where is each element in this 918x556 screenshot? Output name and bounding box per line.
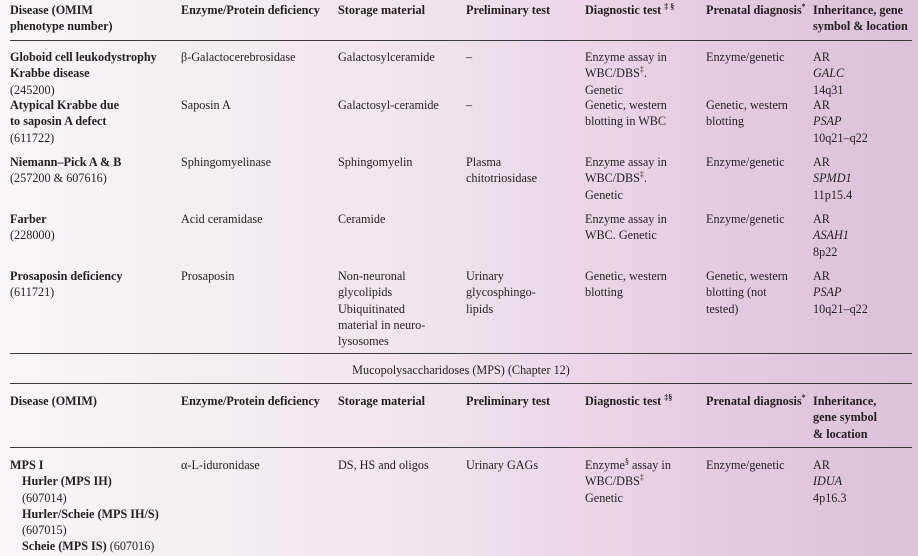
col-header-storage: Storage material [338,3,425,17]
row-atypical-krabbe-inheritance: AR PSAP 10q21–q22 [813,98,868,145]
row-prosaposin-storage: Non-neuronal glycolipids Ubiquitinated material in neuro- lysosomes [338,269,426,349]
row-krabbe-diagnostic: Enzyme assay in WBC/DBS‡. Genetic [585,50,667,97]
row-mps1-preliminary: Urinary GAGs [466,458,539,472]
col-header2-prenatal: Prenatal diagnosis* [706,392,806,408]
row-krabbe-prenatal: Enzyme/genetic [706,50,785,64]
row-atypical-krabbe-disease: Atypical Krabbe due to saposin A defect (611722) [10,98,120,145]
row-prosaposin-enzyme: Prosaposin [181,269,235,283]
col-header-prenatal: Prenatal diagnosis* [706,1,806,17]
row-atypical-krabbe-storage: Galactosyl-ceramide [338,98,439,112]
row-niemann-pick-preliminary: Plasma chitotriosidase [466,155,538,186]
row-niemann-pick-prenatal: Enzyme/genetic [706,155,785,169]
row-farber-inheritance: AR ASAH1 8p22 [813,212,849,259]
row-atypical-krabbe-diagnostic: Genetic, western blotting in WBC [585,98,667,129]
row-farber-storage: Ceramide [338,212,386,226]
row-farber-prenatal: Enzyme/genetic [706,212,785,226]
col-header-preliminary: Preliminary test [466,3,551,17]
row-mps1-diagnostic: Enzyme§ assay in WBC/DBS‡ Genetic [585,456,671,505]
row-krabbe-preliminary: – [466,50,473,64]
col-header2-enzyme: Enzyme/Protein deficiency [181,394,320,408]
row-krabbe-enzyme: β-Galactocerebrosidase [181,50,296,64]
row-niemann-pick-disease: Niemann–Pick A & B (257200 & 607616) [10,155,122,186]
row-prosaposin-preliminary: Urinary glycosphingo- lipids [466,269,536,316]
col-header-inheritance: Inheritance, gene symbol & location [813,3,908,34]
header2-rule [10,447,912,448]
row-niemann-pick-storage: Sphingomyelin [338,155,413,169]
col-header2-disease: Disease (OMIM) [10,394,97,408]
col-header2-diagnostic: Diagnostic test ‡§ [585,392,673,408]
row-mps1-inheritance: AR IDUA 4p16.3 [813,458,847,505]
row-mps1-storage: DS, HS and oligos [338,458,429,472]
row-krabbe-storage: Galactosylceramide [338,50,435,64]
row-atypical-krabbe-preliminary: – [466,98,473,112]
row-mps1-disease: MPS I Hurler (MPS IH) (607014) Hurler/Scheie (MPS IH/S) (607015) Scheie (MPS IS) (607016) [10,458,159,554]
row-krabbe-disease: Globoid cell leukodystrophy Krabbe disease (245200) [10,50,157,97]
row-prosaposin-inheritance: AR PSAP 10q21–q22 [813,269,868,316]
row-farber-disease: Farber (228000) [10,212,55,243]
row-mps1-prenatal: Enzyme/genetic [706,458,785,472]
row-prosaposin-diagnostic: Genetic, western blotting [585,269,667,300]
section-title: Mucopolysaccharidoses (MPS) (Chapter 12) [352,363,570,377]
row-krabbe-inheritance: AR GALC 14q31 [813,50,845,97]
col-header-disease: Disease (OMIM phenotype number) [10,3,113,34]
col-header2-inheritance: Inheritance, gene symbol & location [813,394,877,441]
row-mps1-enzyme: α-L-iduronidase [181,458,260,472]
row-prosaposin-disease: Prosaposin deficiency (611721) [10,269,123,300]
col-header-enzyme: Enzyme/Protein deficiency [181,3,320,17]
row-prosaposin-prenatal: Genetic, western blotting (not tested) [706,269,788,316]
row-farber-diagnostic: Enzyme assay in WBC. Genetic [585,212,667,243]
header-rule [10,40,912,41]
row-farber-enzyme: Acid ceramidase [181,212,263,226]
section-rule-top [10,353,912,354]
section-rule-bottom [10,383,912,384]
row-niemann-pick-diagnostic: Enzyme assay in WBC/DBS‡. Genetic [585,155,667,202]
row-niemann-pick-inheritance: AR SPMD1 11p15.4 [813,155,853,202]
row-niemann-pick-enzyme: Sphingomyelinase [181,155,272,169]
col-header2-storage: Storage material [338,394,425,408]
row-atypical-krabbe-prenatal: Genetic, western blotting [706,98,788,129]
row-atypical-krabbe-enzyme: Saposin A [181,98,231,112]
col-header-diagnostic: Diagnostic test ‡ § [585,1,675,17]
col-header2-preliminary: Preliminary test [466,394,551,408]
